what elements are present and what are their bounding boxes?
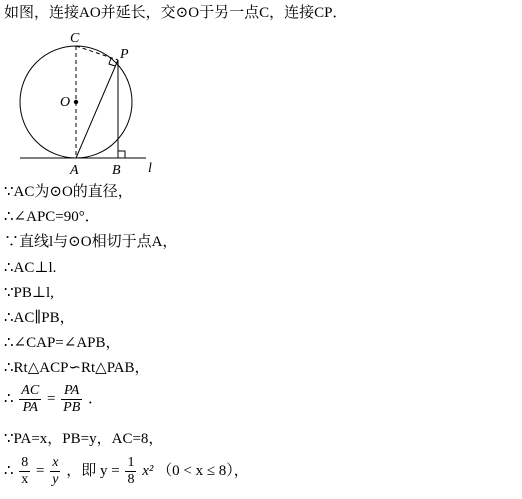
fraction-x-y <box>50 455 60 488</box>
step-11-prefix: ∴ <box>4 463 14 479</box>
step-3: ∵直线l与⊙O相切于点A， <box>4 234 178 250</box>
label-l: l <box>148 161 152 176</box>
fraction-pa-pb <box>61 383 82 416</box>
equals-sign: = <box>36 463 45 479</box>
step-7: ∴∠CAP=∠APB， <box>4 335 121 351</box>
fraction-denominator: y <box>52 472 59 488</box>
step-8: ∴Rt△ACP∽Rt△PAB， <box>4 360 150 376</box>
fraction-8-x <box>19 455 30 488</box>
right-angle-b <box>118 151 125 158</box>
fraction-numerator: AC <box>21 383 40 399</box>
step-9 <box>4 382 103 416</box>
step-9-prefix: ∴ <box>4 391 14 407</box>
step-10: ∵PA=x，PB=y，AC=8， <box>4 431 164 447</box>
fraction-1-8 <box>125 455 136 488</box>
step-11-mid: ，即 y = <box>66 463 120 479</box>
geometry-figure <box>14 26 184 181</box>
domain-range: （0 < x ≤ 8）， <box>157 463 249 479</box>
label-p: P <box>120 47 129 62</box>
x-squared: x² <box>142 463 154 479</box>
label-a: A <box>70 163 79 178</box>
fraction-numerator: 1 <box>127 455 135 471</box>
segment-ap <box>76 60 118 158</box>
center-dot <box>74 100 78 104</box>
step-4: ∴AC⊥l. <box>4 260 57 276</box>
step-9-end: ． <box>88 391 104 407</box>
segment-cp <box>76 46 118 60</box>
fraction-denominator: PB <box>63 400 81 416</box>
fraction-ac-pa <box>19 383 41 416</box>
fraction-numerator: 8 <box>21 455 29 471</box>
fraction-denominator: 8 <box>127 472 135 488</box>
label-o: O <box>60 95 71 110</box>
step-6: ∴AC∥PB， <box>4 310 75 326</box>
equals-sign: = <box>46 391 56 407</box>
fraction-numerator: PA <box>61 383 82 400</box>
step-11 <box>4 452 249 490</box>
fraction-numerator: x <box>52 455 59 471</box>
intro-text: 如图，连接AO并延长，交⊙O于另一点C，连接CP． <box>4 5 348 21</box>
fraction-denominator: PA <box>22 400 38 416</box>
label-c: C <box>70 31 80 46</box>
step-1: ∵AC为⊙O的直径， <box>4 184 133 200</box>
fraction-denominator: x <box>21 472 29 488</box>
step-5: ∵PB⊥l, <box>4 285 54 301</box>
label-b: B <box>112 163 121 178</box>
step-2: ∴∠APC=90°． <box>4 209 100 225</box>
